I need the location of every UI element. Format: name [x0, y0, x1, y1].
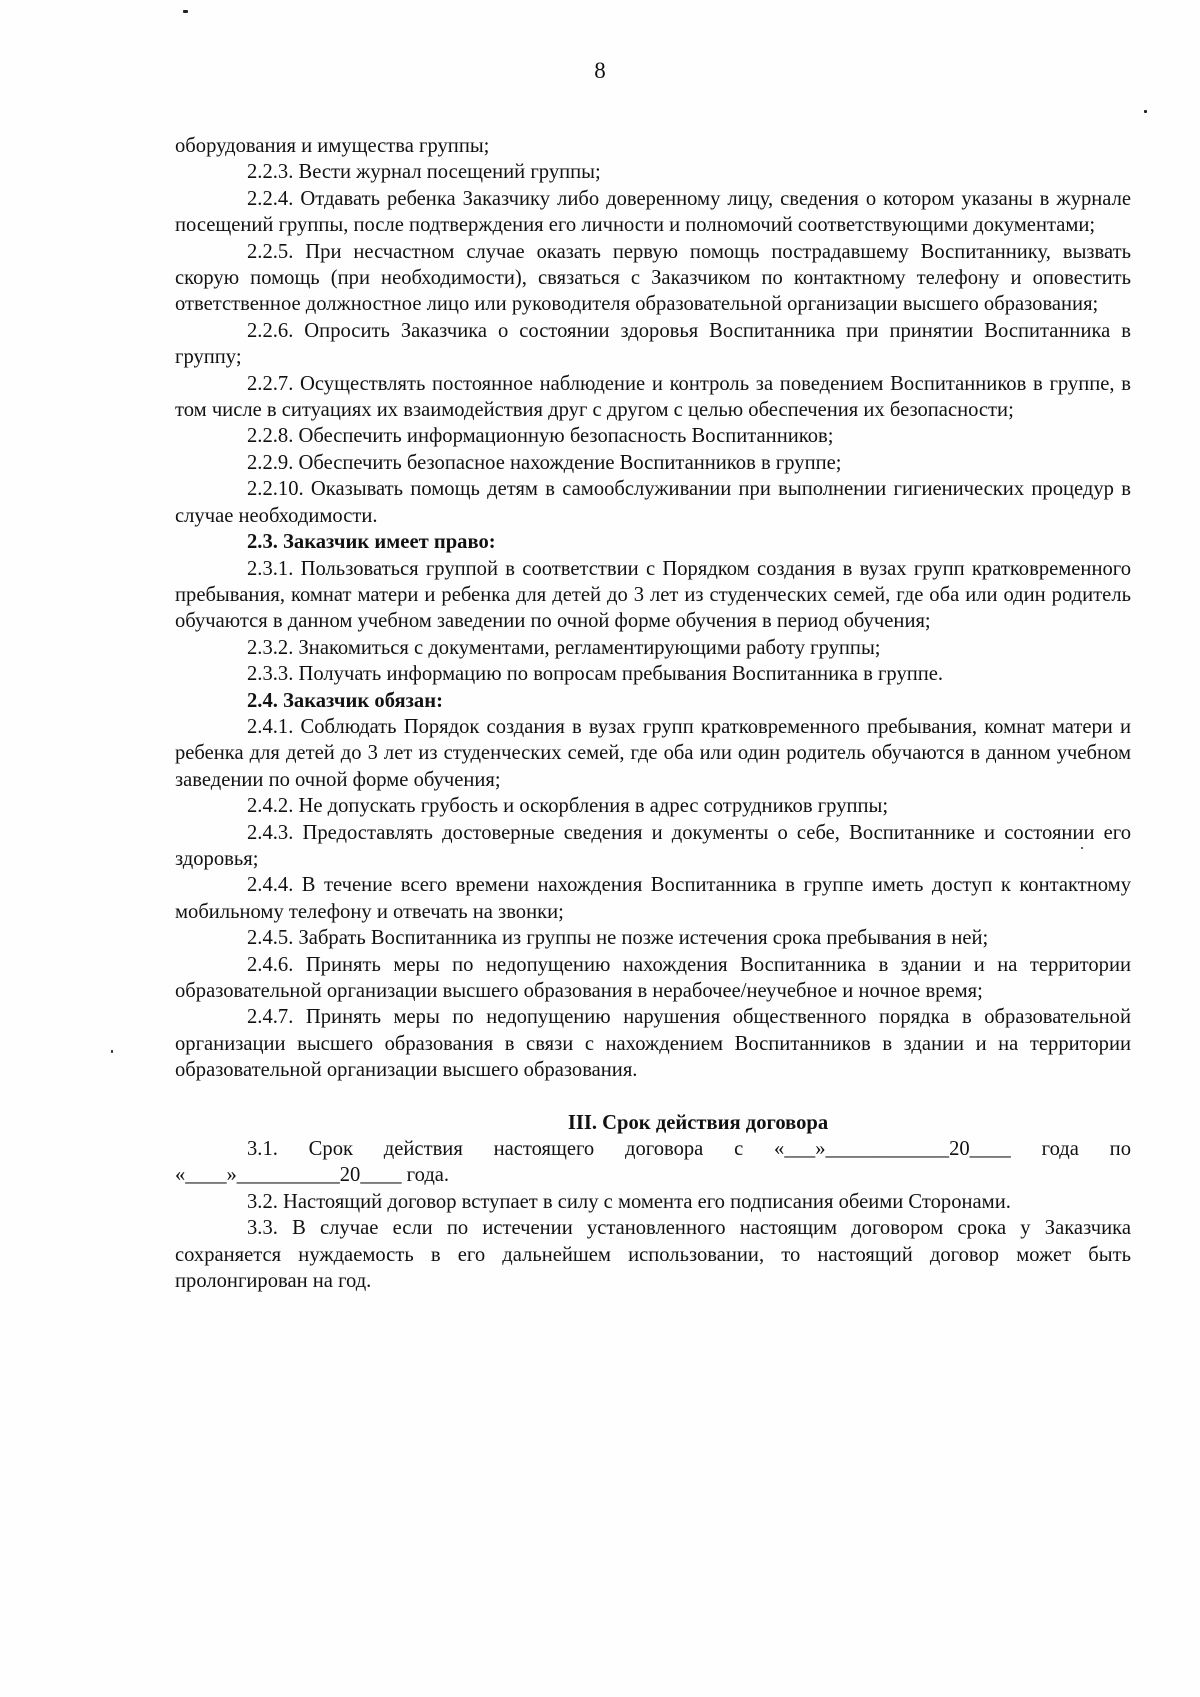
document-body — [175, 133, 1131, 1294]
paragraph-2-3-2: 2.3.2. Знакомиться с документами, регламентирующими работу группы; — [247, 636, 881, 659]
scan-speck-top-right — [1144, 110, 1147, 113]
paragraph-2-3-3: 2.3.3. Получать информацию по вопросам пребывания Воспитанника в группе. — [247, 663, 944, 686]
heading-2-3: 2.3. Заказчик имеет право: — [247, 531, 496, 554]
paragraph-2-2-9: 2.2.9. Обеспечить безопасное нахождение Воспитанников в группе; — [247, 451, 842, 474]
scan-speck-top-left — [183, 10, 188, 13]
paragraph-2-2-7: 2.2.7. Осуществлять постоянное наблюдение и контроль за поведением Воспитанников в группе, в том числе в ситуациях их взаимодействия друг с другом с целью обеспечения их безопасности; — [175, 372, 1131, 422]
section-3-title: III. Срок действия договора — [567, 1111, 829, 1134]
paragraph-2-4-6: 2.4.6. Принять меры по недопущению нахождения Воспитанника в здании и на территории образовательной организации высшего образования в нерабочее/неучебное и ночное время; — [175, 953, 1131, 1002]
page-number: 8 — [594, 58, 606, 83]
paragraph-3-2: 3.2. Настоящий договор вступает в силу с момента его подписания обеими Сторонами. — [247, 1190, 1011, 1213]
heading-2-4: 2.4. Заказчик обязан: — [247, 689, 443, 712]
paragraph-3-1: 3.1. Срок действия настоящего договора с «___»____________20____ года по «____»__________20____ года. — [175, 1138, 1131, 1187]
paragraph-2-4-2: 2.4.2. Не допускать грубость и оскорбления в адрес сотрудников группы; — [247, 795, 889, 818]
paragraph-2-2-5: 2.2.5. При несчастном случае оказать первую помощь пострадавшему Воспитаннику, вызвать скорую помощь (при необходимости), связаться с Заказчиком по контактному телефону и оповестить ответственное должностное лицо или руководителя образовательной организации высшего образования; — [175, 240, 1131, 316]
paragraph-2-2-4: 2.2.4. Отдавать ребенка Заказчику либо доверенному лицу, сведения о котором указаны в журнале посещений группы, после подтверждения его личности и полномочий соответствующими документами; — [175, 187, 1131, 237]
paragraph-3-3: 3.3. В случае если по истечении установленного настоящим договором срока у Заказчика сохраняется нуждаемость в его дальнейшем использовании, то настоящий договор может быть пролонгирован на год. — [175, 1217, 1131, 1293]
scan-speck-left-margin — [111, 1050, 113, 1053]
section-spacer — [175, 1084, 1131, 1110]
paragraph-continuation: оборудования и имущества группы; — [175, 135, 490, 157]
paragraph-2-4-4: 2.4.4. В течение всего времени нахождения Воспитанника в группе иметь доступ к контактному мобильному телефону и отвечать на звонки; — [175, 874, 1131, 923]
paragraph-2-2-6: 2.2.6. Опросить Заказчика о состоянии здоровья Воспитанника при принятии Воспитанника в группу; — [175, 319, 1131, 369]
paragraph-2-2-3: 2.2.3. Вести журнал посещений группы; — [247, 161, 601, 184]
paragraph-2-2-8: 2.2.8. Обеспечить информационную безопасность Воспитанников; — [247, 425, 834, 448]
paragraph-2-3-1: 2.3.1. Пользоваться группой в соответствии с Порядком создания в вузах групп кратковременного пребывания, комнат матери и ребенка для детей до 3 лет из студенческих семей, где оба или один родитель обучаются в данном учебном заведении по очной форме обучения в период обучения; — [175, 557, 1131, 633]
paragraph-2-4-3: 2.4.3. Предоставлять достоверные сведения и документы о себе, Воспитаннике и состоянии его здоровья; — [175, 821, 1131, 870]
paragraph-2-4-1: 2.4.1. Соблюдать Порядок создания в вузах групп кратковременного пребывания, комнат матери и ребенка для детей до 3 лет из студенческих семей, где оба или один родитель обучаются в данном учебном заведении по очной форме обучения; — [175, 715, 1131, 791]
paragraph-2-2-10: 2.2.10. Оказывать помощь детям в самообслуживании при выполнении гигиенических процедур в случае необходимости. — [175, 478, 1131, 527]
paragraph-2-4-7: 2.4.7. Принять меры по недопущению нарушения общественного порядка в образовательной организации высшего образования в связи с нахождением Воспитанников в здании и на территории образовательной организации высшего образования. — [175, 1006, 1131, 1082]
paragraph-2-4-5: 2.4.5. Забрать Воспитанника из группы не позже истечения срока пребывания в ней; — [247, 927, 989, 950]
